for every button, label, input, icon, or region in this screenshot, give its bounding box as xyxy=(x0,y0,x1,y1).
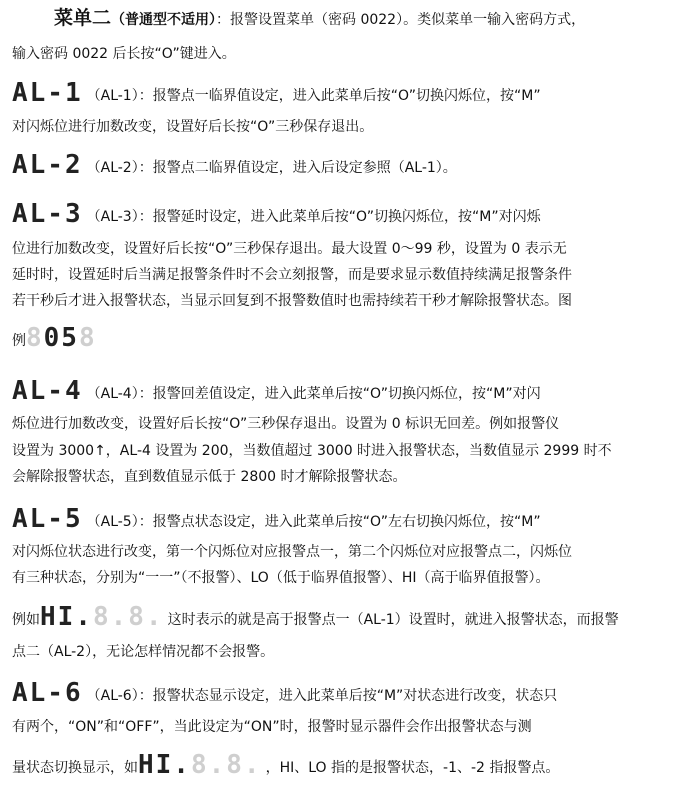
example-line xyxy=(12,752,682,780)
paragraph-text: （AL-5）：报警点状态设定，进入此菜单后按“O”左右切换闪烁位，按“M” xyxy=(86,514,541,530)
paragraph-text: （AL-3）：报警延时设定，进入此菜单后按“O”切换闪烁位，按“M”对闪烁 xyxy=(86,209,541,225)
al5-display-icon: AL-5 xyxy=(12,504,83,534)
al1-display-icon: AL-1 xyxy=(12,78,83,108)
paragraph-text: 对闪烁位进行加数改变，设置好后长按“O”三秒保存退出。 xyxy=(12,119,374,135)
paragraph-line xyxy=(12,467,682,487)
example-display-icon: HI.8.8. xyxy=(40,602,164,632)
example-display-icon: HI.8.8. xyxy=(138,750,262,780)
paragraph-text: （AL-1）：报警点一临界值设定，进入此菜单后按“O”切换闪烁位，按“M” xyxy=(86,88,541,104)
paragraph-text: 对闪烁位状态进行改变，第一个闪烁位对应报警点一，第二个闪烁位对应报警点二，闪烁位 xyxy=(12,544,572,560)
paragraph-text: 例如 xyxy=(12,612,40,628)
paragraph-line xyxy=(12,568,682,588)
paragraph-line xyxy=(12,717,682,737)
al6-line xyxy=(12,680,682,708)
paragraph-text: 量状态切换显示，如 xyxy=(12,760,138,776)
paragraph-text: 这时表示的就是高于报警点一（AL-1）设置时，就进入报警状态，而报警 xyxy=(167,612,619,628)
paragraph-text: 若干秒后才进入报警状态，当显示回复到不报警数值时也需持续若干秒才解除报警状态。图 xyxy=(12,293,572,309)
paragraph-line xyxy=(12,291,682,311)
paragraph-line xyxy=(12,441,682,461)
al2-display-icon: AL-2 xyxy=(12,150,83,180)
paragraph-text: 设置为 3000↑，AL-4 设置为 200，当数值超过 3000 时进入报警状态，当数值显示 2999 时不 xyxy=(12,443,612,459)
paragraph-text: 例 xyxy=(12,333,26,349)
al3-line xyxy=(12,201,682,229)
paragraph-text: ，HI、LO 指的是报警状态，-1、-2 指报警点。 xyxy=(265,760,560,776)
al5-line xyxy=(12,506,682,534)
paragraph-text: 位进行加数改变，设置好后长按“O”三秒保存退出。最大设置 0～99 秒，设置为 0 表示无 xyxy=(12,241,567,257)
paragraph-text: ：报警设置菜单（密码 0022）。类似菜单一输入密码方式， xyxy=(216,12,586,28)
paragraph-line xyxy=(12,239,682,259)
paragraph-line xyxy=(12,44,682,64)
paragraph-line xyxy=(12,542,682,562)
paragraph-text: 输入密码 0022 后长按“O”键进入。 xyxy=(12,46,236,62)
paragraph-text: 有两个，“ON”和“OFF”，当此设定为“ON”时，报警时显示器件会作出报警状态与测 xyxy=(12,719,532,735)
paragraph-line xyxy=(12,117,682,137)
paragraph-text: 有三种状态，分别为“一一”（不报警）、LO（低于临界值报警）、HI（高于临界值报警）。 xyxy=(12,570,550,586)
example-line xyxy=(12,604,682,632)
example-display-icon: 8058 xyxy=(26,323,97,353)
paragraph-line xyxy=(12,642,682,662)
paragraph-text: 点二（AL-2），无论怎样情况都不会报警。 xyxy=(12,644,275,660)
paragraph-line xyxy=(12,265,682,285)
menu-title: 菜单二 xyxy=(54,7,112,29)
paragraph-text: 会解除报警状态，直到数值显示低于 2800 时才解除报警状态。 xyxy=(12,469,407,485)
example-line xyxy=(12,325,682,353)
al3-display-icon: AL-3 xyxy=(12,199,83,229)
al6-display-icon: AL-6 xyxy=(12,678,83,708)
paragraph-text: 烁位进行加数改变，设置好后长按“O”三秒保存退出。设置为 0 标识无回差。例如报警仪 xyxy=(12,416,560,432)
al2-line xyxy=(12,152,682,180)
paragraph-text: （AL-4）：报警回差值设定，进入此菜单后按“O”切换闪烁位，按“M”对闪 xyxy=(86,386,541,402)
al1-line xyxy=(12,80,682,108)
heading-line xyxy=(12,8,682,30)
paragraph-text: （AL-2）：报警点二临界值设定，进入后设定参照（AL-1）。 xyxy=(86,160,457,176)
paragraph-text: 延时时，设置延时后当满足报警条件时不会立刻报警，而是要求显示数值持续满足报警条件 xyxy=(12,267,572,283)
paragraph-line xyxy=(12,414,682,434)
menu-title-note: （普通型不适用） xyxy=(111,12,217,28)
paragraph-text: （AL-6）：报警状态显示设定，进入此菜单后按“M”对状态进行改变，状态只 xyxy=(86,688,558,704)
al4-display-icon: AL-4 xyxy=(12,376,83,406)
al4-line xyxy=(12,378,682,406)
